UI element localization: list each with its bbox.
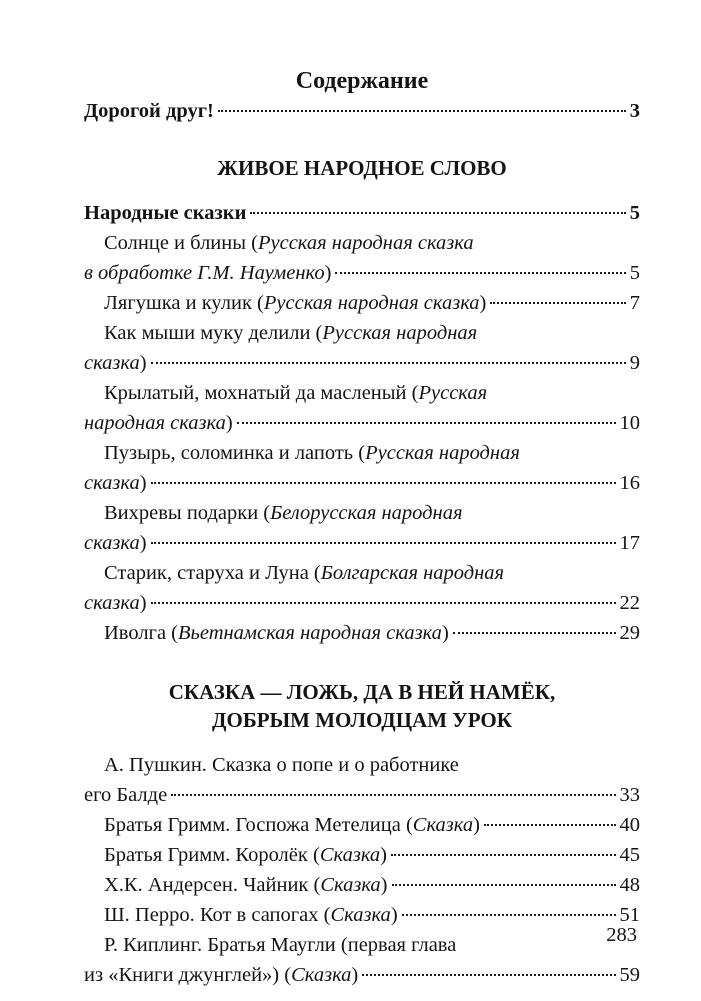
- page-ref: 33: [619, 784, 640, 806]
- page-ref: 22: [619, 592, 640, 614]
- page-ref: 17: [619, 532, 640, 554]
- toc-entry[interactable]: Лягушка и кулик (Русская народная сказка) 7: [84, 288, 640, 318]
- section-heading: ЖИВОЕ НАРОДНОЕ СЛОВО: [217, 156, 507, 180]
- toc-entry[interactable]: Солнце и блины (Русская народная сказка в обработке Г.М. Науменко) 5: [84, 228, 640, 288]
- toc-entry[interactable]: Х.К. Андерсен. Чайник (Сказка) 48: [84, 870, 640, 900]
- dot-leader: [490, 302, 625, 304]
- toc-entry[interactable]: Пузырь, соломинка и лапоть (Русская народная сказка) 16: [84, 438, 640, 498]
- toc-entry[interactable]: А. Пушкин. Сказка о попе и о работнике его Балде 33: [84, 750, 640, 810]
- toc-entry[interactable]: Крылатый, мохнатый да масленый (Русская народная сказка) 10: [84, 378, 640, 438]
- toc-entry[interactable]: Старик, старуха и Луна (Болгарская народная сказка) 22: [84, 558, 640, 618]
- page-ref: 10: [619, 412, 640, 434]
- dot-leader: [218, 110, 626, 112]
- dot-leader: [151, 482, 616, 484]
- dot-leader: [151, 362, 626, 364]
- dot-leader: [402, 914, 616, 916]
- page-ref: 3: [629, 100, 640, 122]
- page-ref: 51: [619, 904, 640, 926]
- page-ref: 59: [619, 964, 640, 986]
- dot-leader: [484, 824, 616, 826]
- page-ref: 7: [629, 292, 640, 314]
- table-of-contents: [84, 60, 640, 990]
- dot-leader: [392, 884, 616, 886]
- section-heading: СКАЗКА — ЛОЖЬ, ДА В НЕЙ НАМЁК, ДОБРЫМ МОЛОДЦАМ УРОК: [168, 680, 556, 732]
- toc-entry[interactable]: Братья Гримм. Госпожа Метелица (Сказка) 40: [84, 810, 640, 840]
- dot-leader: [171, 794, 615, 796]
- page-ref: 29: [619, 622, 640, 644]
- page-ref: 5: [629, 202, 640, 224]
- toc-entry[interactable]: Вихревы подарки (Белорусская народная сказка) 17: [84, 498, 640, 558]
- toc-entry[interactable]: Иволга (Вьетнамская народная сказка) 29: [84, 618, 640, 648]
- dot-leader: [151, 602, 616, 604]
- page-ref: 16: [619, 472, 640, 494]
- dot-leader: [335, 272, 625, 274]
- dot-leader: [453, 632, 616, 634]
- toc-entry[interactable]: Ш. Перро. Кот в сапогах (Сказка) 51: [84, 900, 640, 930]
- page-ref: 48: [619, 874, 640, 896]
- dot-leader: [237, 422, 616, 424]
- toc-entry[interactable]: Как мыши муку делили (Русская народная сказка) 9: [84, 318, 640, 378]
- page-ref: 5: [629, 262, 640, 284]
- page-ref: 9: [629, 352, 640, 374]
- toc-entry-intro[interactable]: Дорогой друг! 3: [84, 96, 640, 126]
- toc-subsection[interactable]: Народные сказки 5: [84, 198, 640, 228]
- dot-leader: [391, 854, 616, 856]
- toc-entry[interactable]: Р. Киплинг. Братья Маугли (первая глава из «Книги джунглей») (Сказка) 59: [84, 930, 640, 990]
- dot-leader: [250, 212, 625, 214]
- page-number: 283: [606, 924, 637, 946]
- toc-entry[interactable]: Братья Гримм. Королёк (Сказка) 45: [84, 840, 640, 870]
- page-ref: 45: [619, 844, 640, 866]
- page-title: Содержание: [295, 68, 429, 94]
- dot-leader: [151, 542, 616, 544]
- page-ref: 40: [619, 814, 640, 836]
- dot-leader: [362, 974, 615, 976]
